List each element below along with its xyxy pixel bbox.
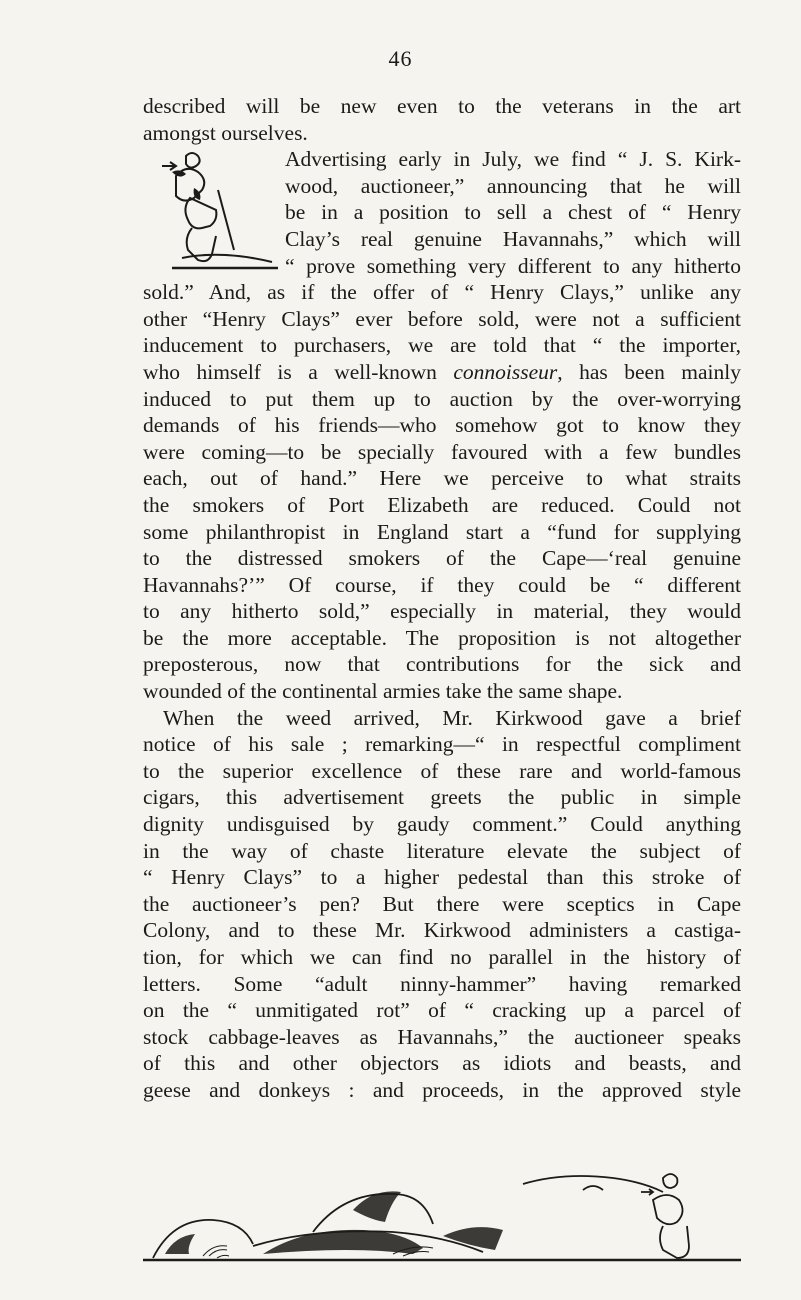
text-line: described will be new even to the veterans in the art	[143, 94, 741, 118]
text-line: of this and other objectors as idiots and beasts, and	[143, 1051, 741, 1076]
text-line: Havannahs?’” Of course, if they could be “ different	[143, 572, 741, 597]
text-line: preposterous, now that contributions for the sick and	[143, 652, 741, 677]
text-line: tion, for which we can find no parallel in the history of	[143, 945, 741, 969]
text-line: geese and donkeys : and proceeds, in the approved style	[143, 1077, 741, 1102]
text-line: to any hitherto sold,” especially in material, they would	[143, 599, 741, 624]
text-line: the smokers of Port Elizabeth are reduced. Could not	[143, 492, 741, 517]
text-fragment: who himself is a well-known	[143, 359, 454, 384]
text-line: were coming—to be specially favoured with a few bundles	[143, 439, 741, 464]
text-line: other “Henry Clays” ever before sold, were not a sufficient	[143, 306, 741, 331]
text-line: When the weed arrived, Mr. Kirkwood gave a brief	[163, 705, 741, 730]
text-line: wood, auctioneer,” announcing that he will	[285, 173, 741, 198]
text-line: letters. Some “adult ninny-hammer” having remarked	[143, 971, 741, 996]
reclining-figure-vignette-icon	[143, 1170, 741, 1262]
text-fragment: , has been mainly	[557, 359, 741, 384]
text-line: “ Henry Clays” to a higher pedestal than this stroke of	[143, 865, 741, 890]
text-line: in the way of chaste literature elevate the subject of	[143, 838, 741, 863]
page-number: 46	[388, 46, 413, 71]
text-line: each, out of hand.” Here we perceive to what straits	[143, 466, 741, 491]
text-line: Clay’s real genuine Havannahs,” which will	[285, 226, 741, 251]
text-line: Advertising early in July, we find “ J. S. Kirk-	[285, 147, 741, 172]
text-line: wounded of the continental armies take the same shape.	[143, 679, 623, 704]
text-line: some philanthropist in England start a “fund for supplying	[143, 519, 741, 544]
text-line: induced to put them up to auction by the over-worrying	[143, 386, 741, 411]
text-line: on the “ unmitigated rot” of “ cracking up a parcel of	[143, 998, 741, 1023]
text-line: dignity undisguised by gaudy comment.” Could anything	[143, 812, 741, 837]
text-line: “ prove something very different to any hitherto	[285, 253, 741, 278]
text-line: be in a position to sell a chest of “ Henry	[285, 200, 741, 225]
text-line: to the superior excellence of these rare and world-famous	[143, 758, 741, 783]
italic-word: connoisseur	[453, 359, 558, 384]
text-line: the auctioneer’s pen? But there were sceptics in Cape	[143, 891, 741, 916]
text-line: sold.” And, as if the offer of “ Henry Clays,” unlike any	[143, 280, 741, 305]
text-line: be the more acceptable. The proposition is not altogether	[143, 625, 741, 650]
text-line: amongst ourselves.	[143, 120, 308, 145]
text-line: cigars, this advertisement greets the public in simple	[143, 785, 741, 810]
text-line: inducement to purchasers, we are told that “ the importer,	[143, 333, 741, 358]
page-body	[143, 93, 741, 1104]
text-line: notice of his sale ; remarking—“ in respectful compliment	[143, 732, 741, 757]
text-line: Colony, and to these Mr. Kirkwood administers a castiga-	[143, 918, 741, 943]
text-line: to the distressed smokers of the Cape—‘real genuine	[143, 546, 741, 571]
text-line-with-italic	[143, 359, 741, 386]
text-line: stock cabbage-leaves as Havannahs,” the auctioneer speaks	[143, 1024, 741, 1049]
text-line: demands of his friends—who somehow got to know they	[143, 413, 741, 438]
